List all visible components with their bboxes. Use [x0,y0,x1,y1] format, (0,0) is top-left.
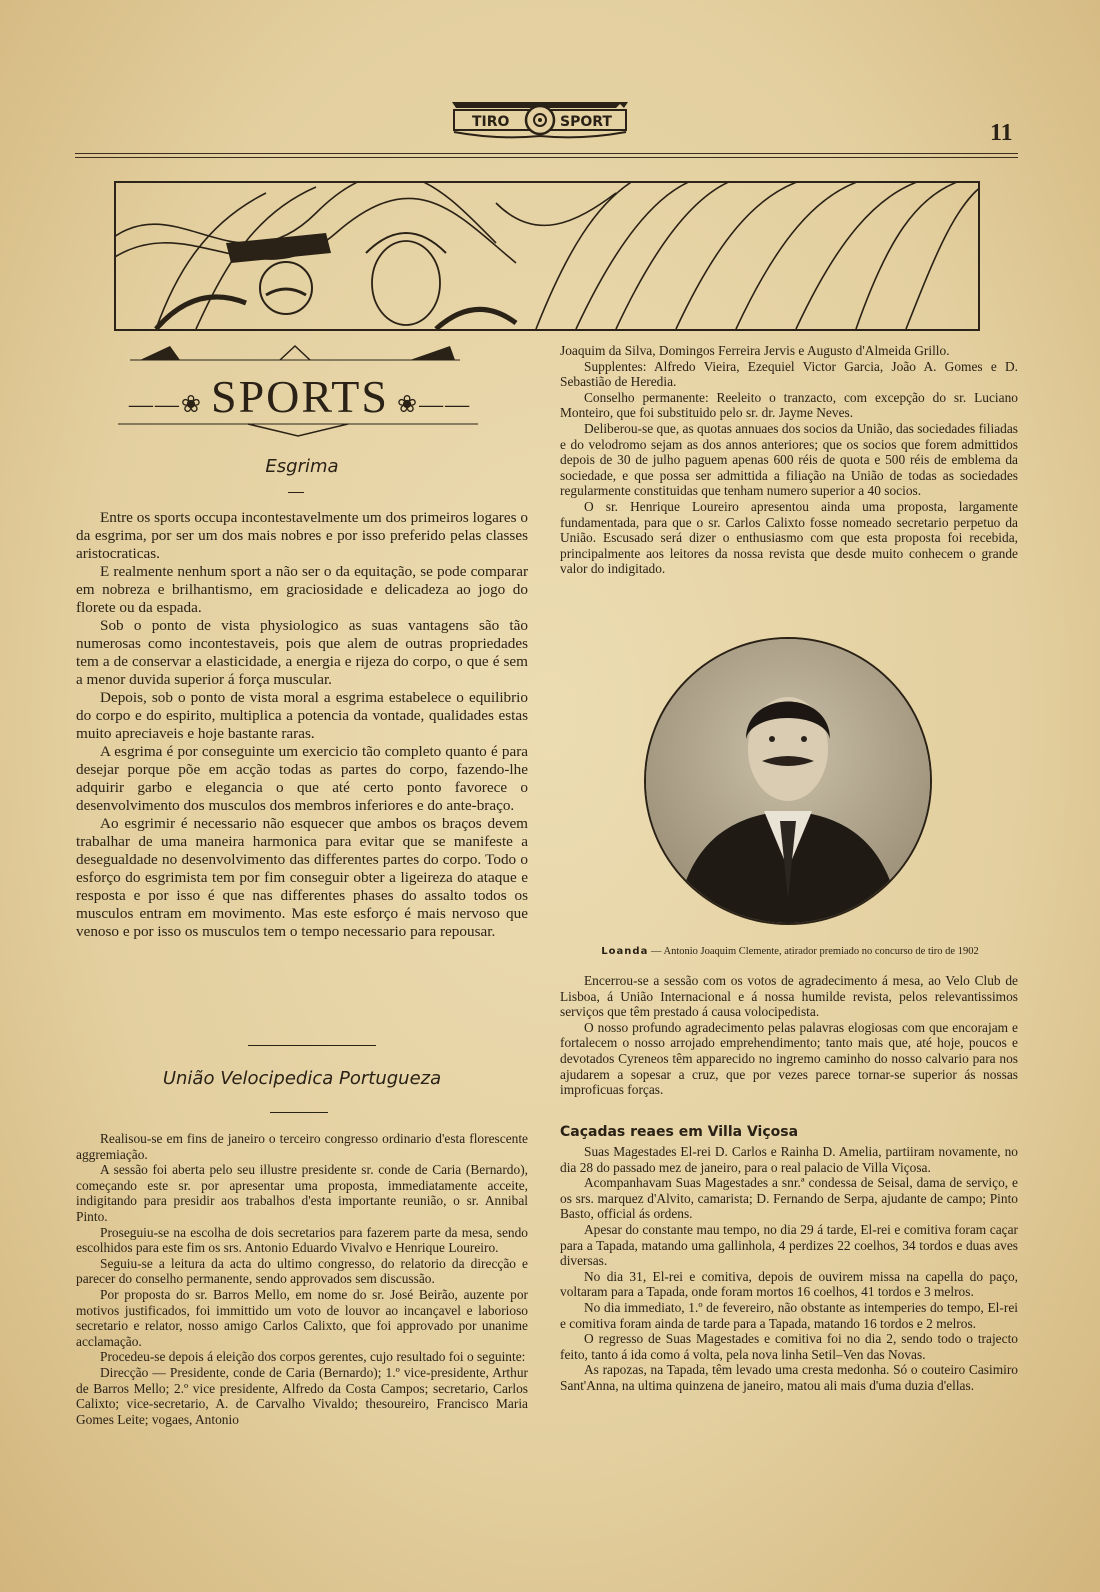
paragraph: Sob o ponto de vista physiologico as suas vantagens são tão numerosas como incontestaveis, pois que alem de outras propriedades tem a de conservar a elasticidade, a energia e rijeza do corpo, o que é sem a menor duvida superior á força muscular. [76,617,528,688]
paragraph: Ao esgrimir é necessario não esquecer que ambos os braços devem trabalhar de uma maneira harmonica para evitar que se manifeste a desegualdade no desenvolvimento das differentes partes do corpo. Todo o esforço do esgrimista tem por fim conseguir obter a ligeireza do ataque e resposta e por isso é que nas differentes phases do assalto todos os musculos entram em movimento. Mas este esforço é mais nervoso que venoso e por isso os musculos tem o tempo necessario para repousar. [76,815,528,940]
top-ornament [130,342,460,364]
paragraph: Acompanhavam Suas Magestades a snr.ª condessa de Seisal, dama de serviço, e os srs. marquez d'Alvito, camarista; D. Fernando de Serpa, ajudante de campo; Pinto Basto, official ás ordens. [560,1175,1018,1222]
portrait-photo [644,637,932,925]
caption-text: — Antonio Joaquim Clemente, atirador premiado no concurso de tiro de 1902 [648,946,979,957]
bottom-ornament [118,418,478,438]
paragraph: As rapozas, na Tapada, têm levado uma cresta medonha. Só o couteiro Casimiro Sant'Anna, na ultima quinzena de janeiro, matou ali mais d'uma duzia d'ellas. [560,1362,1018,1393]
section-divider [248,1045,376,1046]
uniao-continued [560,343,1018,577]
sports-heading [70,370,530,423]
paragraph: Supplentes: Alfredo Vieira, Ezequiel Victor Garcia, João A. Gomes e D. Sebastião de Heredia. [560,358,1018,390]
paragraph: Entre os sports occupa incontestavelmente um dos primeiros logares o da esgrima, por ser um dos mais nobres e por isso preferido pelas classes aristocraticas. [76,509,528,562]
banner-illustration [114,181,980,331]
masthead-logo [448,96,632,142]
paragraph: A esgrima é por conseguinte um exercicio tão completo quanto é para desejar porque põe em acção todas as partes do corpo, fazendo-lhe adquirir garbo e elegancia o que até certo ponto favorece o desenvolvimento dos musculos dos membros inferiores e do ante-braço. [76,743,528,814]
paragraph: Direcção — Presidente, conde de Caria (Bernardo); 1.º vice-presidente, Arthur de Barros Mello; 2.º vice presidente, Alfredo da Costa Campos; secretario, Carlos Calixto; vice-secretario, A. de Carvalho Vivaldo; thesoureiro, Francisco Maria Gomes Leite; vogaes, Antonio [76,1364,528,1427]
paragraph: Suas Magestades El-rei D. Carlos e Rainha D. Amelia, partiiram novamente, no dia 28 do passado mez de janeiro, para o real palacio de Villa Viçosa. [560,1144,1018,1175]
ornament-right-icon: ❀—— [389,392,472,418]
header-rule-2 [75,157,1018,158]
esgrima-dash [288,492,304,493]
paragraph: Depois, sob o ponto de vista moral a esgrima estabelece o equilibrio do corpo e do espirito, multiplica a potencia da vontade, qualidades estas muito apreciaveis e hoje bastante raras. [76,689,528,742]
cacadas-heading: Caçadas reaes em Villa Viçosa [560,1124,799,1140]
paragraph: Por proposta do sr. Barros Mello, em nome do sr. José Beirão, auzente por motivos justificados, foi immittido um voto de louvor ao incançavel e laborioso secretario e relator, nosso amigo Carlos Calixto, que foi approvado por unanime acclamação. [76,1286,528,1349]
paragraph: O nosso profundo agradecimento pelas palavras elogiosas com que encorajam e fortalecem o nosso arrojado emprehendimento; tanto mais que, até hoje, poucos e devotados Cyreneos têm apparecido no ingremo caminho do nosso calvario para nos ajudarem a sopesar a cruz, que por vezes parece tornar-se superior ás nossas improficuas forças. [560,1019,1018,1098]
uniao-heading: União Velocipedica Portugueza [162,1068,442,1089]
esgrima-body [76,509,528,941]
caption-place: Loanda [601,946,649,957]
sports-title: SPORTS [211,371,389,422]
paragraph: Apesar do constante mau tempo, no dia 29 á tarde, El-rei e comitiva foram caçar para a Tapada, matando uma gallinhola, 4 perdizes 22 coelhos, 34 tordos e duas aves diversas. [560,1221,1018,1269]
paragraph: Seguiu-se a leitura da acta do ultimo congresso, do relatorio da direcção e parecer do conselho permanente, sendo approvados sem discussão. [76,1255,528,1287]
paragraph: A sessão foi aberta pelo seu illustre presidente sr. conde de Caria (Bernardo), começando este sr. por apresentar uma proposta, immediatamente acceite, indigitando para presidir aos trabalhos d'esta importante reunião, o sr. Annibal Pinto. [76,1162,528,1224]
paragraph: Joaquim da Silva, Domingos Ferreira Jervis e Augusto d'Almeida Grillo. [560,343,950,358]
esgrima-heading: Esgrima [265,456,339,477]
photo-caption [560,946,1020,957]
uniao-body [76,1131,528,1427]
paragraph: E realmente nenhum sport a não ser o da equitação, se pode comparar em nobreza e brilhantismo, em graciosidade e delicadeza ao jogo do florete ou da espada. [76,563,528,616]
paragraph: Procedeu-se depois á eleição dos corpos gerentes, cujo resultado foi o seguinte: [100,1349,526,1365]
paragraph: O sr. Henrique Loureiro apresentou ainda uma proposta, largamente fundamentada, para que o sr. Carlos Calixto fosse nomeado secretario perpetuo da União. Escusado será dizer o enthusiasmo com que esta proposta foi recebida, principalmente aos leitores da nossa revista que desde muito conhecem o grande valor do indigitado. [560,498,1018,577]
paragraph: O regresso de Suas Magestades e comitiva foi no dia 2, sendo todo o trajecto feito, tanto á ida como á volta, pela nova linha Setil–Ven das Novas. [560,1331,1018,1362]
paragraph: No dia immediato, 1.º de fevereiro, não obstante as intemperies do tempo, El-rei e comitiva foram ainda de tarde para a Tapada, matando 16 tordos e 2 melros. [560,1299,1018,1331]
ornament-left-icon: ——❀ [128,392,211,418]
paragraph: No dia 31, El-rei e comitiva, depois de ouvirem missa na capella do paço, voltaram para a Tapada, onde foram mortos 16 coelhos, 41 tordos e 3 melros. [560,1268,1018,1300]
page-number: 11 [990,120,1013,146]
uniao-closing [560,973,1018,1098]
svg-text:TIRO: TIRO [472,114,510,130]
uniao-dash [270,1112,328,1113]
cacadas-body [560,1144,1018,1394]
svg-text:SPORT: SPORT [560,114,612,130]
header-rule [75,153,1018,154]
paragraph: Realisou-se em fins de janeiro o terceiro congresso ordinario d'esta florescente aggremiação. [76,1131,528,1162]
paragraph: Conselho permanente: Reeleito o tranzacto, com excepção do sr. Luciano Monteiro, que foi substituido pelo sr. dr. Jayme Neves. [560,389,1018,421]
paragraph: Proseguiu-se na escolha de dois secretarios para fazerem parte da mesa, sendo escolhidos para este fim os srs. Antonio Eduardo Vivalvo e Henrique Loureiro. [76,1224,528,1256]
paragraph: Encerrou-se a sessão com os votos de agradecimento á mesa, ao Velo Club de Lisboa, á União Internacional e á nossa humilde revista, pelos relevantissimos serviços que têm prestado á causa volocipedista. [560,973,1018,1020]
paragraph: Deliberou-se que, as quotas annuaes dos socios da União, das sociedades filiadas e do velodromo sejam as dos annos anteriores; que os socios que forem admittidos depois de 30 de julho paguem apenas 600 réis de quota e 500 réis de emblema da sociedade, e que possa ser admittida a filiação na União de todas as sociedades regularmente constituidas que tenham numero superior a 40 socios. [560,420,1018,499]
